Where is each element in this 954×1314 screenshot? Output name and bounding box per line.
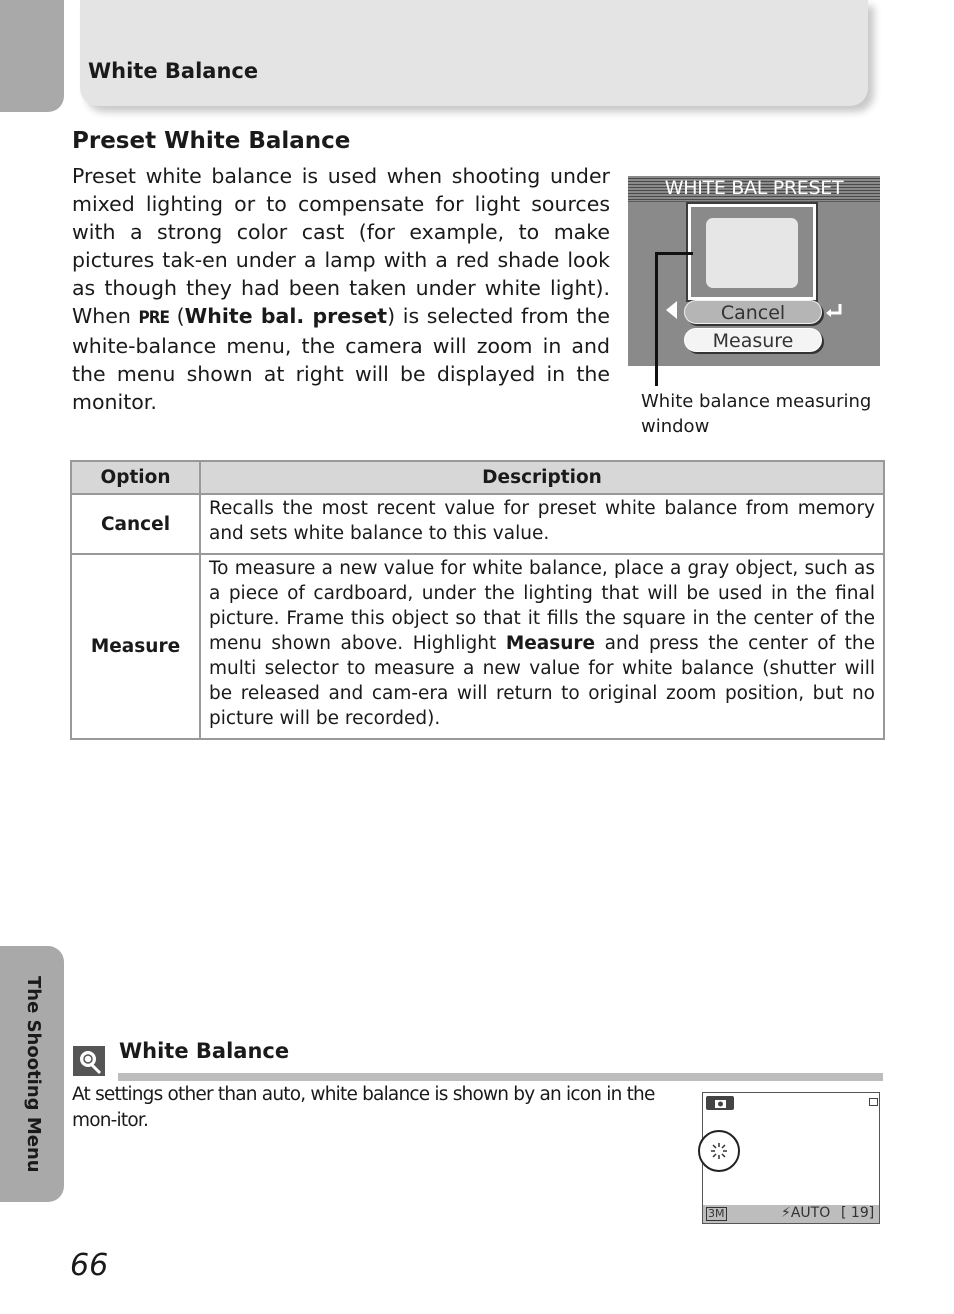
intro-bold: White bal. preset: [184, 304, 388, 328]
header-banner: [80, 0, 868, 106]
table-header-row: [71, 461, 884, 494]
note-title: White Balance: [119, 1039, 290, 1063]
header-title: White Balance: [88, 59, 259, 83]
corner-tab: [0, 0, 64, 112]
intro-text: Preset white balance is used when shooting under mixed lighting or to compensate for light sources with a strong color cast (for example, to make pictures tak-en under a lamp with a red shade look as though they had been taken under white light). When: [72, 164, 610, 328]
description-cell: [200, 554, 884, 739]
camera-icon: [706, 1097, 734, 1111]
description-text: and press the center of the multi selector to measure a new value for white balance (shutter will be released and cam-era will return to original zoom position, but no picture will be recorded).: [209, 633, 876, 729]
page-number: 66: [70, 1248, 109, 1283]
description-cell: Recalls the most recent value for preset white balance from memory and sets white balance to this value.: [200, 494, 884, 554]
image-size-indicator: 3M: [708, 1207, 725, 1220]
menu-item-measure[interactable]: Measure: [684, 328, 822, 352]
note-divider: [118, 1073, 883, 1081]
intro-text: ) is selected from the white-balance menu, the camera will zoom in and the menu shown at right will be displayed in the monitor.: [72, 304, 611, 414]
note-icon: [73, 1046, 105, 1076]
pre-symbol: PRE: [138, 308, 169, 328]
table-row: [71, 494, 884, 554]
table-row: [71, 554, 884, 739]
column-header-option: Option: [71, 461, 200, 494]
description-text: To measure a new value for white balance, place a gray object, such as a piece of cardboard, under the lighting that will be used in the final picture. Frame this object so that it fills the square in the center of the menu shown above. Highlight: [209, 558, 875, 654]
enter-icon: [824, 302, 844, 320]
intro-paragraph: [72, 162, 610, 416]
camera-mode-icon: [706, 1096, 734, 1110]
flash-mode-indicator: ⚡AUTO: [781, 1205, 831, 1221]
option-cell: Cancel: [71, 494, 200, 554]
menu-item-cancel[interactable]: Cancel: [684, 300, 822, 324]
battery-icon: [869, 1098, 878, 1106]
callout-line: [655, 252, 693, 386]
side-tab-label: The Shooting Menu: [23, 976, 44, 1173]
flash-mode-text: AUTO: [790, 1205, 831, 1221]
section-title: Preset White Balance: [72, 128, 351, 154]
intro-text: (: [168, 304, 185, 328]
exposure-count: [ 19]: [841, 1205, 875, 1221]
description-bold: Measure: [505, 633, 596, 654]
note-text: At settings other than auto, white balance is shown by an icon in the mon-itor.: [72, 1084, 655, 1131]
column-header-description: Description: [200, 461, 884, 494]
screen-title: WHITE BAL PRESET: [664, 177, 844, 199]
white-balance-icon: [700, 1132, 738, 1170]
monitor-status-bar: [703, 1205, 879, 1223]
options-table: [70, 460, 885, 740]
white-balance-indicator: [698, 1130, 740, 1172]
callout-label: White balance measuring window: [641, 391, 872, 437]
measuring-window: [706, 218, 798, 288]
option-cell: Measure: [71, 554, 200, 739]
